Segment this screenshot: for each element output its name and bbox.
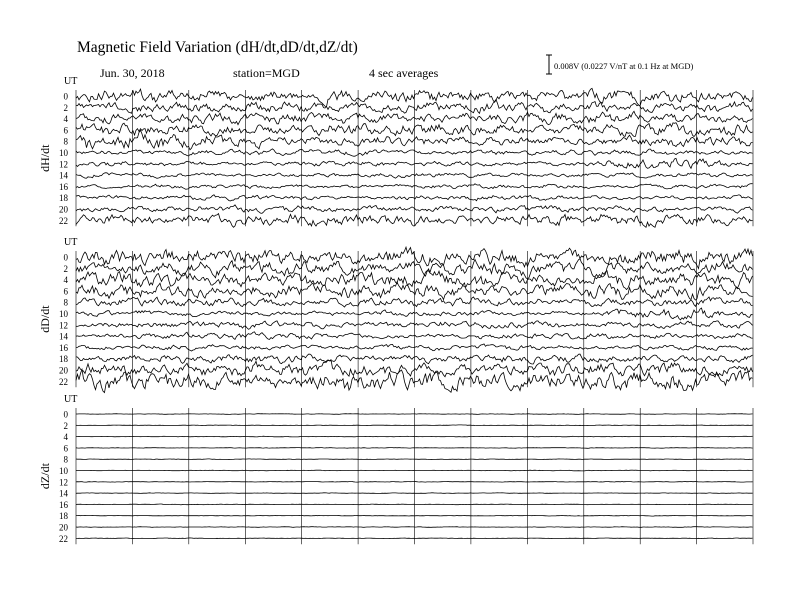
chart-title: Magnetic Field Variation (dH/dt,dD/dt,dZ/dt): [77, 39, 358, 56]
hour-label: 18: [59, 193, 68, 204]
hour-label: 20: [59, 522, 68, 533]
scale-label: 0.008V (0.0227 V/nT at 0.1 Hz at MGD): [554, 61, 694, 71]
trace-line: [76, 414, 753, 415]
hour-label: 12: [59, 320, 68, 331]
hour-label: 14: [59, 331, 68, 342]
hour-label: 20: [59, 204, 68, 215]
hour-label: 22: [59, 376, 68, 387]
trace-line: [76, 459, 753, 460]
trace-line: [76, 527, 753, 528]
hour-label: 16: [59, 181, 68, 192]
ut-label: UT: [64, 394, 78, 405]
hour-label: 16: [59, 342, 68, 353]
hour-label: 14: [59, 488, 68, 499]
hour-label: 14: [59, 170, 68, 181]
hour-label: 2: [63, 102, 68, 113]
hour-label: 18: [59, 511, 68, 522]
hour-label: 10: [59, 466, 68, 476]
trace-line: [76, 436, 753, 437]
hour-label: 6: [63, 286, 68, 297]
hour-label: 4: [63, 114, 68, 125]
hour-label: 20: [59, 365, 68, 376]
hour-label: 18: [59, 354, 68, 365]
hour-label: 2: [63, 420, 68, 431]
hour-label: 10: [59, 309, 68, 319]
hour-label: 10: [59, 148, 68, 158]
hour-label: 8: [63, 454, 68, 465]
hour-label: 8: [63, 136, 68, 147]
hour-label: 16: [59, 499, 68, 510]
y-axis-label: dH/dt: [37, 144, 52, 172]
trace-line: [76, 504, 753, 505]
hour-label: 6: [63, 125, 68, 136]
hour-label: 22: [59, 533, 68, 544]
trace-line: [76, 470, 753, 471]
hour-label: 4: [63, 275, 68, 286]
date-label: Jun. 30, 2018: [100, 66, 165, 80]
station-label: station=MGD: [233, 66, 300, 80]
hour-label: 0: [63, 409, 68, 420]
trace-line: [76, 538, 753, 539]
hour-label: 6: [63, 443, 68, 454]
trace-line: [76, 448, 753, 449]
hour-label: 22: [59, 215, 68, 226]
trace-line: [76, 493, 753, 494]
hour-label: 4: [63, 432, 68, 443]
trace-line: [76, 425, 753, 426]
trace-line: [76, 515, 753, 516]
hour-label: 8: [63, 297, 68, 308]
averaging-label: 4 sec averages: [369, 66, 439, 80]
hour-label: 2: [63, 263, 68, 274]
hour-label: 12: [59, 477, 68, 488]
y-axis-label: dZ/dt: [38, 463, 53, 490]
hour-label: 12: [59, 159, 68, 170]
ut-label: UT: [64, 237, 78, 248]
hour-label: 0: [63, 252, 68, 263]
ut-label: UT: [64, 76, 78, 87]
y-axis-label: dD/dt: [38, 305, 53, 333]
hour-label: 0: [63, 91, 68, 102]
